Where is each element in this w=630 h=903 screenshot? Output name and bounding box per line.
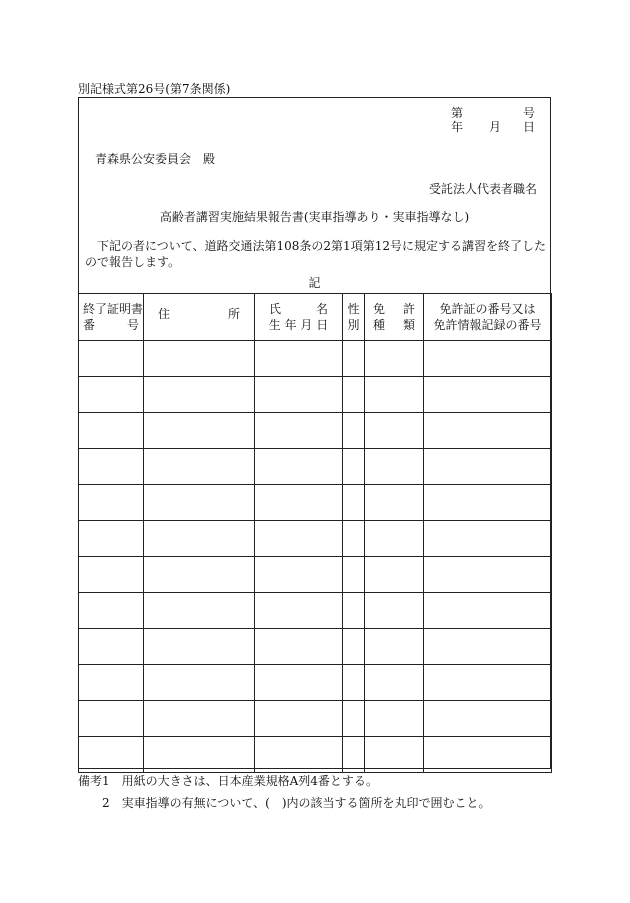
table-cell[interactable]	[144, 485, 255, 521]
table-cell[interactable]	[144, 593, 255, 629]
table-cell[interactable]	[79, 593, 144, 629]
table-cell[interactable]	[343, 593, 365, 629]
table-cell[interactable]	[144, 521, 255, 557]
table-cell[interactable]	[343, 413, 365, 449]
table-cell[interactable]	[255, 413, 343, 449]
table-cell[interactable]	[343, 449, 365, 485]
table-cell[interactable]	[144, 665, 255, 701]
table-cell[interactable]	[255, 557, 343, 593]
table-cell[interactable]	[79, 341, 144, 377]
header-license-number: 免許証の番号又は 免許情報記録の番号	[424, 294, 552, 341]
table-cell[interactable]	[255, 629, 343, 665]
table-cell[interactable]	[343, 377, 365, 413]
table-row	[79, 701, 552, 737]
table-cell[interactable]	[144, 701, 255, 737]
table-cell[interactable]	[365, 449, 424, 485]
header-license-type: 免 許 種 類	[365, 294, 424, 341]
table-cell[interactable]	[255, 701, 343, 737]
table-row	[79, 521, 552, 557]
table-cell[interactable]	[365, 341, 424, 377]
note-1: 備考1 用紙の大きさは、日本産業規格A列4番とする。	[78, 774, 378, 788]
header-certificate-number: 終了証明書 番 号	[79, 294, 144, 341]
table-cell[interactable]	[424, 737, 552, 773]
table-row	[79, 413, 552, 449]
table-cell[interactable]	[79, 665, 144, 701]
table-cell[interactable]	[255, 341, 343, 377]
table-cell[interactable]	[255, 449, 343, 485]
table-row	[79, 593, 552, 629]
report-frame	[78, 97, 551, 769]
table-row	[79, 737, 552, 773]
table-row	[79, 665, 552, 701]
table-cell[interactable]	[424, 521, 552, 557]
table-cell[interactable]	[79, 737, 144, 773]
table-row	[79, 485, 552, 521]
form-label: 別記様式第26号(第7条関係)	[78, 82, 231, 96]
table-cell[interactable]	[424, 593, 552, 629]
table-cell[interactable]	[365, 593, 424, 629]
table-cell[interactable]	[424, 629, 552, 665]
header-name-birthdate: 氏 名 生 年 月 日	[255, 294, 343, 341]
table-cell[interactable]	[79, 449, 144, 485]
table-cell[interactable]	[343, 701, 365, 737]
table-cell[interactable]	[79, 377, 144, 413]
table-cell[interactable]	[255, 665, 343, 701]
table-cell[interactable]	[255, 593, 343, 629]
table-cell[interactable]	[343, 485, 365, 521]
note-2: 2 実車指導の有無について、( )内の該当する箇所を丸印で囲むこと。	[102, 796, 491, 810]
table-cell[interactable]	[424, 449, 552, 485]
body-text: 下記の者について、道路交通法第108条の2第1項第12号に規定する講習を終了したので報告します。	[85, 239, 546, 269]
table-cell[interactable]	[144, 377, 255, 413]
ki-heading: 記	[308, 276, 321, 290]
table-cell[interactable]	[144, 413, 255, 449]
table-cell[interactable]	[144, 629, 255, 665]
table-cell[interactable]	[424, 341, 552, 377]
table-cell[interactable]	[424, 413, 552, 449]
table-cell[interactable]	[79, 557, 144, 593]
table-cell[interactable]	[365, 557, 424, 593]
table-cell[interactable]	[365, 413, 424, 449]
table-cell[interactable]	[424, 557, 552, 593]
table-cell[interactable]	[144, 449, 255, 485]
number-dai: 第	[451, 106, 464, 120]
table-cell[interactable]	[79, 629, 144, 665]
table-cell[interactable]	[365, 629, 424, 665]
table-cell[interactable]	[343, 557, 365, 593]
header-sex: 性 別	[343, 294, 365, 341]
table-cell[interactable]	[255, 521, 343, 557]
table-row	[79, 629, 552, 665]
table-cell[interactable]	[79, 485, 144, 521]
table-row	[79, 557, 552, 593]
table-cell[interactable]	[424, 377, 552, 413]
table-cell[interactable]	[79, 521, 144, 557]
record-table	[78, 293, 552, 773]
sender-title: 受託法人代表者職名	[429, 182, 538, 196]
table-cell[interactable]	[144, 557, 255, 593]
table-cell[interactable]	[365, 701, 424, 737]
table-cell[interactable]	[365, 377, 424, 413]
table-cell[interactable]	[79, 413, 144, 449]
report-title: 高齢者講習実施結果報告書(実車指導あり・実車指導なし)	[159, 210, 470, 224]
table-cell[interactable]	[365, 521, 424, 557]
number-go: 号	[523, 106, 536, 120]
table-header-row	[79, 294, 552, 341]
table-row	[79, 377, 552, 413]
table-cell[interactable]	[343, 629, 365, 665]
table-cell[interactable]	[424, 665, 552, 701]
table-cell[interactable]	[255, 485, 343, 521]
table-cell[interactable]	[424, 485, 552, 521]
table-cell[interactable]	[144, 341, 255, 377]
table-cell[interactable]	[365, 737, 424, 773]
table-cell[interactable]	[79, 701, 144, 737]
table-cell[interactable]	[255, 377, 343, 413]
date-hi: 日	[523, 120, 536, 134]
table-cell[interactable]	[343, 665, 365, 701]
header-address: 住 所	[144, 294, 255, 341]
addressee: 青森県公安委員会 殿	[95, 152, 216, 166]
date-nen: 年	[451, 120, 464, 134]
date-tsuki: 月	[489, 120, 502, 134]
table-cell[interactable]	[365, 665, 424, 701]
table-row	[79, 449, 552, 485]
table-cell[interactable]	[343, 341, 365, 377]
table-cell[interactable]	[365, 485, 424, 521]
table-cell[interactable]	[343, 737, 365, 773]
table-cell[interactable]	[255, 737, 343, 773]
table-cell[interactable]	[424, 701, 552, 737]
table-cell[interactable]	[343, 521, 365, 557]
table-cell[interactable]	[144, 737, 255, 773]
table-row	[79, 341, 552, 377]
